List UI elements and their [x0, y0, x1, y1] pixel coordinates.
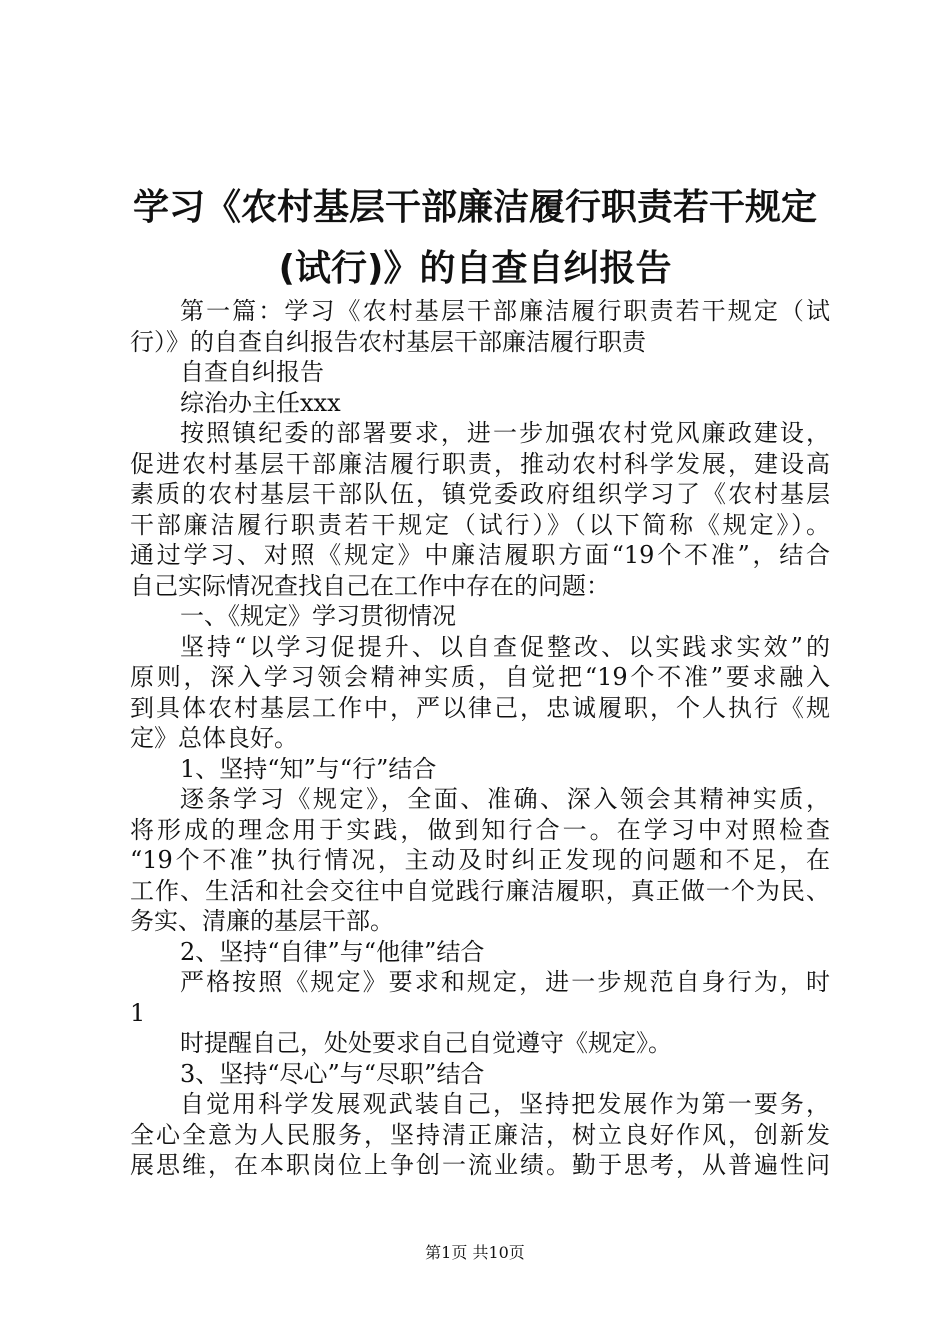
body-line: 干部廉洁履行职责若干规定（试行）》（以下简称《规定》）。 — [130, 510, 830, 539]
body-line: 自查自纠报告 — [180, 358, 324, 386]
body-line: 时提醒自己，处处要求自己自觉遵守《规定》。 — [180, 1029, 672, 1057]
body-line: 工作、生活和社会交往中自觉践行廉洁履职，真正做一个为民、 — [130, 876, 830, 905]
subsection-heading: 1、坚持“知”与“行”结合 — [180, 754, 437, 783]
document-title-line-1: 学习《农村基层干部廉洁履行职责若干规定 — [132, 187, 817, 228]
body-line: 务实、清廉的基层干部。 — [130, 907, 394, 935]
body-line: 逐条学习《规定》，全面、准确、深入领会其精神实质， — [180, 785, 830, 813]
body-line: 原则，深入学习领会精神实质，自觉把“19个不准”要求融入 — [130, 663, 830, 691]
body-line: 素质的农村基层干部队伍，镇党委政府组织学习了《农村基层 — [130, 480, 830, 508]
body-line: “19个不准”执行情况，主动及时纠正发现的问题和不足，在 — [130, 846, 830, 874]
body-line: 将形成的理念用于实践，做到知行合一。在学习中对照检查 — [130, 815, 830, 844]
body-line: 坚持“以学习促提升、以自查促整改、以实践求实效”的 — [180, 632, 830, 661]
body-line: 促进农村基层干部廉洁履行职责，推动农村科学发展，建设高 — [130, 449, 830, 478]
body-line: 自己实际情况查找自己在工作中存在的问题： — [130, 571, 610, 600]
body-line: 自觉用科学发展观武装自己，坚持把发展作为第一要务， — [180, 1090, 830, 1118]
subsection-heading: 2、坚持“自律”与“他律”结合 — [180, 937, 485, 966]
document-body — [130, 296, 830, 1181]
body-line: 按照镇纪委的部署要求，进一步加强农村党风廉政建设， — [180, 419, 830, 447]
body-line: 定》总体良好。 — [130, 724, 298, 752]
body-line: 全心全意为人民服务，坚持清正廉洁，树立良好作风，创新发 — [130, 1120, 830, 1149]
page-footer: 第1页 共10页 — [425, 1243, 525, 1262]
body-line: 展思维，在本职岗位上争创一流业绩。勤于思考，从普遍性问 — [130, 1151, 830, 1179]
body-line: 第一篇：学习《农村基层干部廉洁履行职责若干规定（试 — [180, 297, 830, 325]
body-line: 严格按照《规定》要求和规定，进一步规范自身行为，时 — [180, 968, 830, 996]
section-heading: 一、《规定》学习贯彻情况 — [180, 602, 456, 630]
inline-page-number: 1 — [130, 998, 146, 1027]
body-line: 行）》的自查自纠报告农村基层干部廉洁履行职责 — [130, 327, 646, 356]
document-title-line-2: (试行)》的自查自纠报告 — [278, 248, 672, 289]
subsection-heading: 3、坚持“尽心”与“尽职”结合 — [180, 1059, 485, 1088]
body-line: 到具体农村基层工作中，严以律己，忠诚履职，个人执行《规 — [130, 693, 830, 722]
body-line: 通过学习、对照《规定》中廉洁履职方面“19个不准”，结合 — [130, 541, 830, 569]
body-line: 综治办主任xxx — [180, 388, 341, 417]
